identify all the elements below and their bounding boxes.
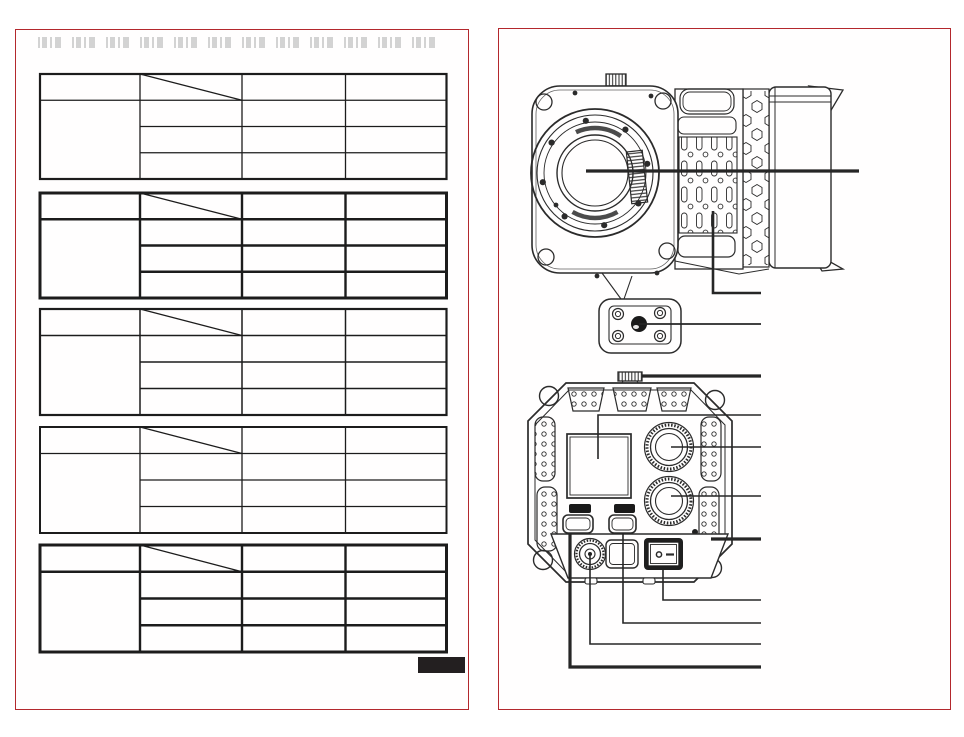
front-view-figure	[531, 74, 859, 353]
power-switch	[644, 538, 683, 570]
rear-housing	[769, 87, 831, 268]
foot	[643, 578, 655, 584]
bracket-pointer	[602, 273, 632, 299]
spec-tables-layer	[16, 30, 468, 709]
spec-table-1	[37, 71, 450, 182]
back-view-figure	[528, 372, 761, 667]
page-number-marker	[418, 657, 465, 673]
side-vent-grid	[679, 137, 737, 233]
front-top-screw-knob	[606, 74, 626, 86]
product-diagram-svg	[499, 29, 949, 708]
spec-table-5	[37, 542, 450, 655]
hex-vent-band	[743, 89, 769, 267]
front-plate	[532, 86, 678, 278]
top-vents	[568, 388, 691, 411]
spec-table-4	[37, 424, 450, 536]
mounting-bracket	[599, 299, 681, 353]
spec-table-2	[37, 190, 450, 301]
left-button-cap	[569, 504, 591, 513]
spec-table-3	[37, 306, 450, 418]
right-button-cap	[614, 504, 635, 513]
manual-page-left	[15, 29, 469, 710]
foot	[585, 578, 597, 584]
manual-page-right	[498, 28, 951, 710]
